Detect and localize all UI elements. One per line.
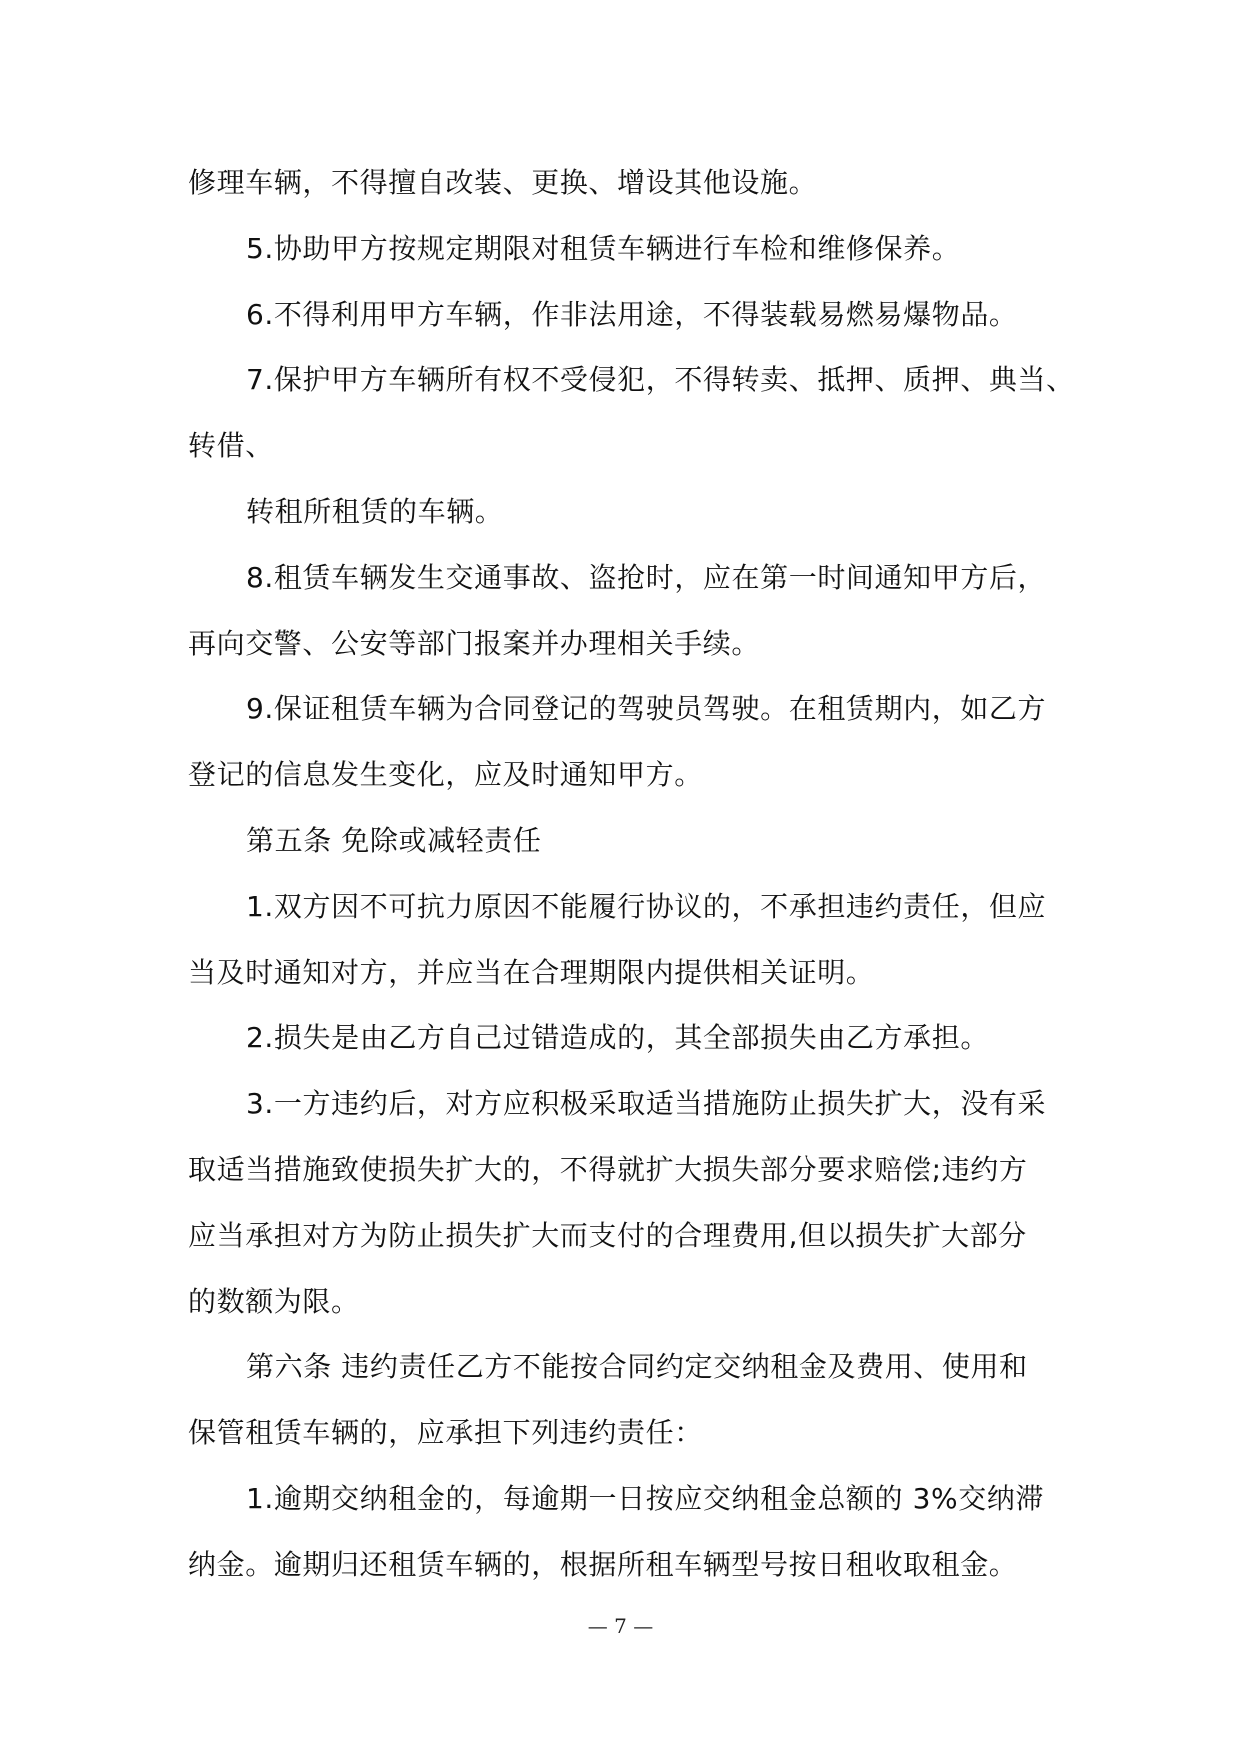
text-line: 取适当措施致使损失扩大的，不得就扩大损失部分要求赔偿;违约方 <box>188 1152 1028 1186</box>
text-line: 5.协助甲方按规定期限对租赁车辆进行车检和维修保养。 <box>246 231 961 265</box>
text-line: 2.损失是由乙方自己过错造成的，其全部损失由乙方承担。 <box>246 1021 989 1055</box>
text-line: 1.双方因不可抗力原因不能履行协议的，不承担违约责任，但应 <box>246 889 1047 923</box>
text-line: 纳金。逾期归还租赁车辆的，根据所租车辆型号按日租收取租金。 <box>188 1547 1018 1581</box>
page-number: — 7 — <box>587 1614 654 1638</box>
text-line: 9.保证租赁车辆为合同登记的驾驶员驾驶。在租赁期内，如乙方 <box>246 692 1047 726</box>
text-line: 转借、 <box>188 429 274 463</box>
section-heading-article-6: 第六条 违约责任乙方不能按合同约定交纳租金及费用、使用和 <box>246 1350 1028 1384</box>
text-line: 8.租赁车辆发生交通事故、盗抢时，应在第一时间通知甲方后， <box>246 560 1047 594</box>
document-body <box>188 150 1075 1598</box>
section-heading-article-5: 第五条 免除或减轻责任 <box>246 823 542 857</box>
text-line: 登记的信息发生变化，应及时通知甲方。 <box>188 758 703 792</box>
text-line: 的数额为限。 <box>188 1284 360 1318</box>
text-line: 修理车辆，不得擅自改装、更换、增设其他设施。 <box>188 166 818 199</box>
text-line: 转租所租赁的车辆。 <box>246 494 504 528</box>
text-line: 保管租赁车辆的，应承担下列违约责任： <box>188 1416 703 1450</box>
text-line: 当及时通知对方，并应当在合理期限内提供相关证明。 <box>188 955 875 989</box>
text-line: 再向交警、公安等部门报案并办理相关手续。 <box>188 626 761 660</box>
text-line: 1.逾期交纳租金的，每逾期一日按应交纳租金总额的 3%交纳滞 <box>246 1481 1045 1515</box>
text-line: 7.保护甲方车辆所有权不受侵犯，不得转卖、抵押、质押、典当、 <box>246 363 1075 397</box>
text-line: 3.一方违约后，对方应积极采取适当措施防止损失扩大，没有采 <box>246 1087 1047 1121</box>
text-line: 6.不得利用甲方车辆，作非法用途，不得装载易燃易爆物品。 <box>246 297 1018 331</box>
text-line: 应当承担对方为防止损失扩大而支付的合理费用,但以损失扩大部分 <box>188 1218 1027 1252</box>
